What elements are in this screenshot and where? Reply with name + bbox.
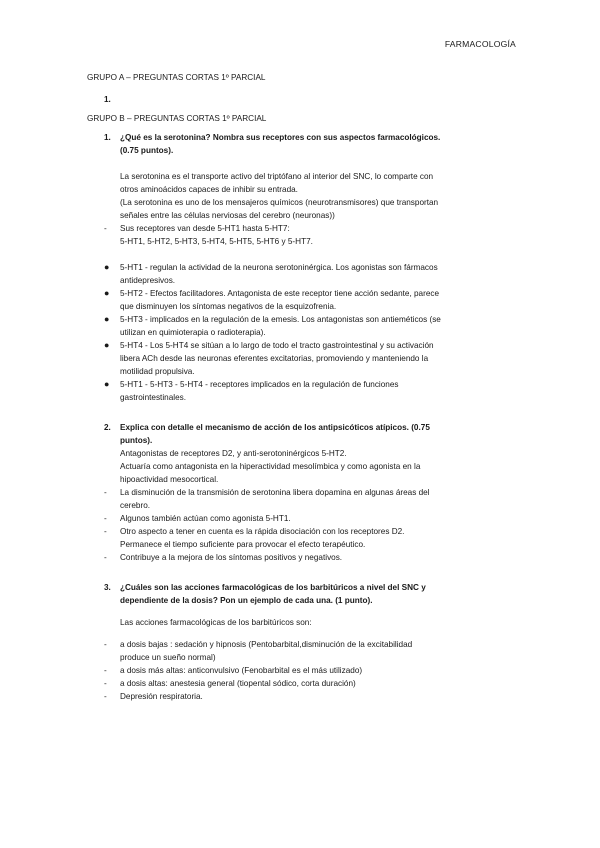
text-line: Antagonistas de receptores D2, y anti-serotoninérgicos 5-HT2. [120, 449, 347, 458]
bullet-marker: ● [104, 340, 110, 350]
text-line: Otro aspecto a tener en cuenta es la rápida disociación con los receptores D2. [120, 527, 405, 536]
dash-item [87, 551, 517, 564]
bullet-item [87, 287, 517, 313]
text-line: La serotonina es el transporte activo del triptófano al interior del SNC, lo comparte con [120, 172, 434, 181]
dash-item [87, 638, 517, 664]
text-line: Actuaría como antagonista en la hiperactividad mesolímbica y como agonista en la [120, 462, 421, 471]
dash-marker: - [104, 224, 107, 233]
question-1 [87, 131, 517, 157]
question-2 [87, 421, 517, 447]
text-line: Permanece el tiempo suficiente para provocar el efecto terapéutico. [120, 540, 366, 549]
text-line: que disminuyen los síntomas negativos de la esquizofrenia. [120, 302, 337, 311]
text-line: utilizan en quimioterapia o radioterapia). [120, 328, 266, 337]
question-3-intro [87, 616, 517, 629]
question-title-line: dependiente de la dosis? Pon un ejemplo de cada una. (1 punto). [120, 596, 373, 605]
text-line: Contribuye a la mejora de los síntomas positivos y negativos. [120, 553, 343, 562]
question-title-line: Explica con detalle el mecanismo de acción de los antipsicóticos atípicos. (0.75 [120, 423, 430, 432]
question-title-line: ¿Cuáles son las acciones farmacológicas de los barbitúricos a nivel del SNC y [120, 583, 426, 592]
question-1-intro [87, 170, 517, 222]
bullet-marker: ● [104, 262, 110, 272]
group-a-item [87, 93, 517, 106]
dash-item [87, 677, 517, 690]
dash-marker: - [104, 488, 107, 497]
text-line: 5-HT1, 5-HT2, 5-HT3, 5-HT4, 5-HT5, 5-HT6 y 5-HT7. [120, 237, 313, 246]
question-number: 2. [104, 423, 111, 432]
bullet-item [87, 378, 517, 404]
text-line: 5-HT3 - implicados en la regulación de la emesis. Los antagonistas son antieméticos (se [120, 315, 441, 324]
dash-marker: - [104, 666, 107, 675]
receptors-dash-item [87, 222, 517, 248]
text-line: Algunos también actúan como agonista 5-HT1. [120, 514, 291, 523]
text-line: hipoactividad mesocortical. [120, 475, 219, 484]
bullet-marker: ● [104, 314, 110, 324]
question-title-line: ¿Qué es la serotonina? Nombra sus receptores con sus aspectos farmacológicos. [120, 133, 441, 142]
text-line: (La serotonina es uno de los mensajeros químicos (neurotransmisores) que transportan [120, 198, 439, 207]
bullet-item [87, 261, 517, 287]
question-title-line: (0.75 puntos). [120, 146, 174, 155]
dash-marker: - [104, 679, 107, 688]
question-3 [87, 581, 517, 607]
text-line: a dosis altas: anestesia general (tiopental sódico, corta duración) [120, 679, 356, 688]
document-content [87, 71, 517, 703]
dash-marker: - [104, 692, 107, 701]
dash-item [87, 690, 517, 703]
dash-item [87, 486, 517, 512]
text-line: La disminución de la transmisión de serotonina libera dopamina en algunas áreas del [120, 488, 430, 497]
text-line: 5-HT4 - Los 5-HT4 se sitúan a lo largo de todo el tracto gastrointestinal y su activación [120, 341, 434, 350]
dash-marker: - [104, 553, 107, 562]
question-title-line: puntos). [120, 436, 153, 445]
text-line: libera ACh desde las neuronas eferentes excitatorias, promoviendo y manteniendo la [120, 354, 429, 363]
text-line: Las acciones farmacológicas de los barbitúricos son: [120, 618, 312, 627]
bullet-item [87, 313, 517, 339]
page-header-subject: FARMACOLOGÍA [444, 39, 516, 49]
text-line: produce un sueño normal) [120, 653, 216, 662]
dash-marker: - [104, 527, 107, 536]
text-line: Depresión respiratoria. [120, 692, 203, 701]
group-a-title: GRUPO A – PREGUNTAS CORTAS 1º PARCIAL [87, 73, 266, 82]
bullet-marker: ● [104, 288, 110, 298]
text-line: señales entre las células nerviosas del cerebro (neuronas)) [120, 211, 335, 220]
text-line: 5-HT1 - 5-HT3 - 5-HT4 - receptores implicados en la regulación de funciones [120, 380, 399, 389]
question-2-intro [87, 447, 517, 486]
text-line: antidepresivos. [120, 276, 176, 285]
dash-marker: - [104, 514, 107, 523]
text-line: otros aminoácidos capaces de inhibir su entrada. [120, 185, 298, 194]
dash-item [87, 512, 517, 525]
dash-marker: - [104, 640, 107, 649]
text-line: a dosis más altas: anticonvulsivo (Fenobarbital es el más utilizado) [120, 666, 363, 675]
bullet-item [87, 339, 517, 378]
dash-item [87, 664, 517, 677]
text-line: cerebro. [120, 501, 151, 510]
text-line: 5-HT2 - Efectos facilitadores. Antagonista de este receptor tiene acción sedante, parece [120, 289, 440, 298]
text-line: motilidad propulsiva. [120, 367, 195, 376]
question-number: 3. [104, 583, 111, 592]
text-line: Sus receptores van desde 5-HT1 hasta 5-HT7: [120, 224, 290, 233]
bullet-marker: ● [104, 379, 110, 389]
question-number: 1. [104, 133, 111, 142]
dash-item [87, 525, 517, 551]
text-line: gastrointestinales. [120, 393, 186, 402]
text-line: a dosis bajas : sedación y hipnosis (Pentobarbital,disminución de la excitabilidad [120, 640, 413, 649]
group-a-item-number: 1. [104, 95, 111, 104]
group-b-title: GRUPO B – PREGUNTAS CORTAS 1º PARCIAL [87, 114, 267, 123]
text-line: 5-HT1 - regulan la actividad de la neurona serotoninérgica. Los agonistas son fármacos [120, 263, 438, 272]
